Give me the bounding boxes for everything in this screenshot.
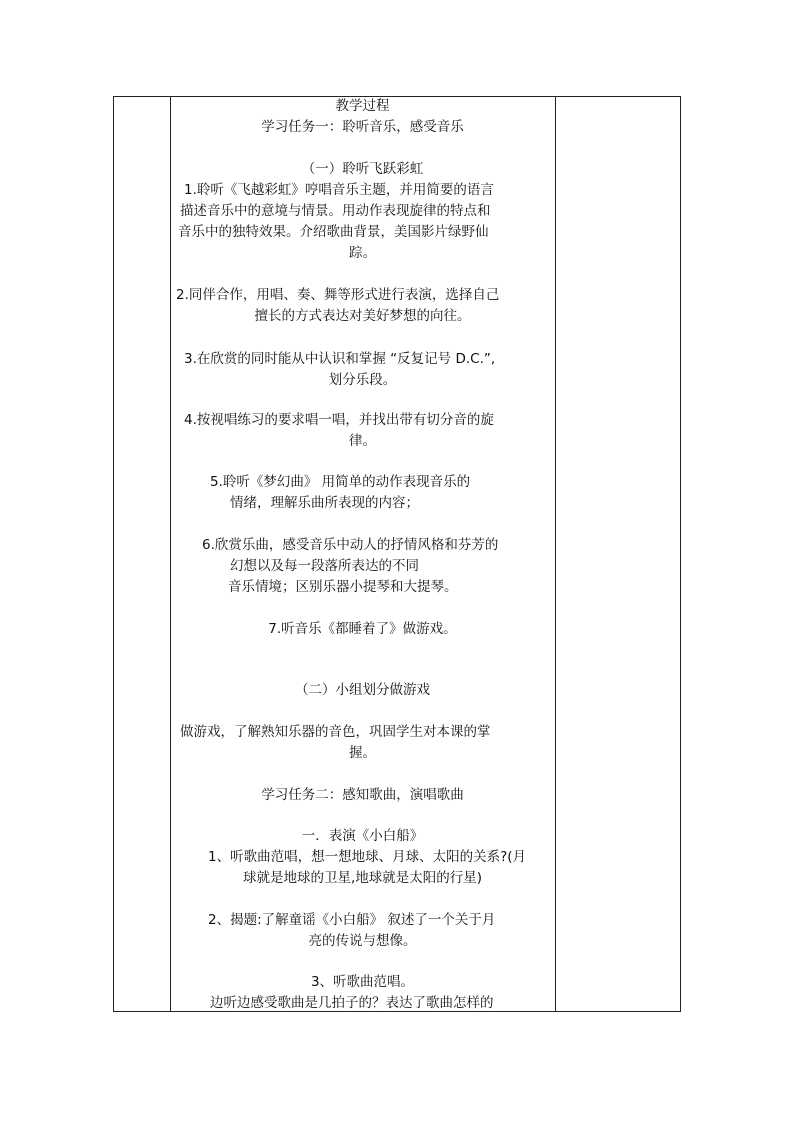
section-heading: 教学过程: [335, 98, 390, 114]
text-line: 2、揭题:了解童谣《小白船》 叙述了一个关于月: [208, 912, 496, 928]
text-line: 擅长的方式表达对美好梦想的向往。: [254, 308, 471, 324]
task-one-heading: 学习任务一：聆听音乐，感受音乐: [261, 119, 464, 135]
subsection-two-heading: （二）小组划分做游戏: [295, 682, 430, 698]
text-line: 音乐中的独特效果。介绍歌曲背景，美国影片绿野仙: [178, 224, 489, 240]
text-line: 亮的传说与想像。: [308, 933, 417, 949]
text-line: 踪。: [349, 245, 376, 261]
text-line: 幻想以及每一段落所表达的不同: [230, 558, 419, 574]
text-line: 2.同伴合作，用唱、奏、舞等形式进行表演，选择自己: [176, 287, 500, 303]
text-line: 做游戏，了解熟知乐器的音色，巩固学生对本课的掌: [180, 724, 491, 740]
text-line: 球就是地球的卫星,地球就是太阳的行星): [242, 870, 483, 886]
text-line: 1、听歌曲范唱，想一想地球、月球、太阳的关系?(月: [208, 849, 527, 865]
text-line: 3.在欣赏的同时能从中认识和掌握 “反复记号 D.C.”,: [184, 351, 496, 367]
subsection-one-heading: （一）聆听飞跃彩虹: [301, 161, 424, 177]
text-line: 音乐情境；区别乐器小提琴和大提琴。: [228, 579, 458, 595]
text-line: 描述音乐中的意境与情景。用动作表现旋律的特点和: [180, 203, 491, 219]
text-line: 1.聆听《飞越彩虹》哼唱音乐主题，并用简要的语言: [184, 182, 494, 198]
text-line: 律。: [349, 433, 376, 449]
text-line: 6.欣赏乐曲，感受音乐中动人的抒情风格和芬芳的: [202, 537, 499, 553]
text-line: 5.聆听《梦幻曲》 用简单的动作表现音乐的: [210, 474, 471, 490]
text-line: 4.按视唱练习的要求唱一唱，并找出带有切分音的旋: [184, 412, 494, 428]
text-line: 情绪，理解乐曲所表现的内容；: [230, 495, 419, 511]
text-line: 划分乐段。: [328, 372, 397, 388]
task-two-heading: 学习任务二：感知歌曲，演唱歌曲: [261, 787, 464, 803]
text-line: 7.听音乐《都睡着了》做游戏。: [268, 621, 457, 637]
text-line: 握。: [349, 745, 376, 761]
text-line: 边听边感受歌曲是几拍子的？表达了歌曲怎样的: [210, 995, 494, 1011]
item-heading: 一．表演《小白船》: [301, 828, 424, 844]
text-line: 3、听歌曲范唱。: [310, 974, 415, 990]
